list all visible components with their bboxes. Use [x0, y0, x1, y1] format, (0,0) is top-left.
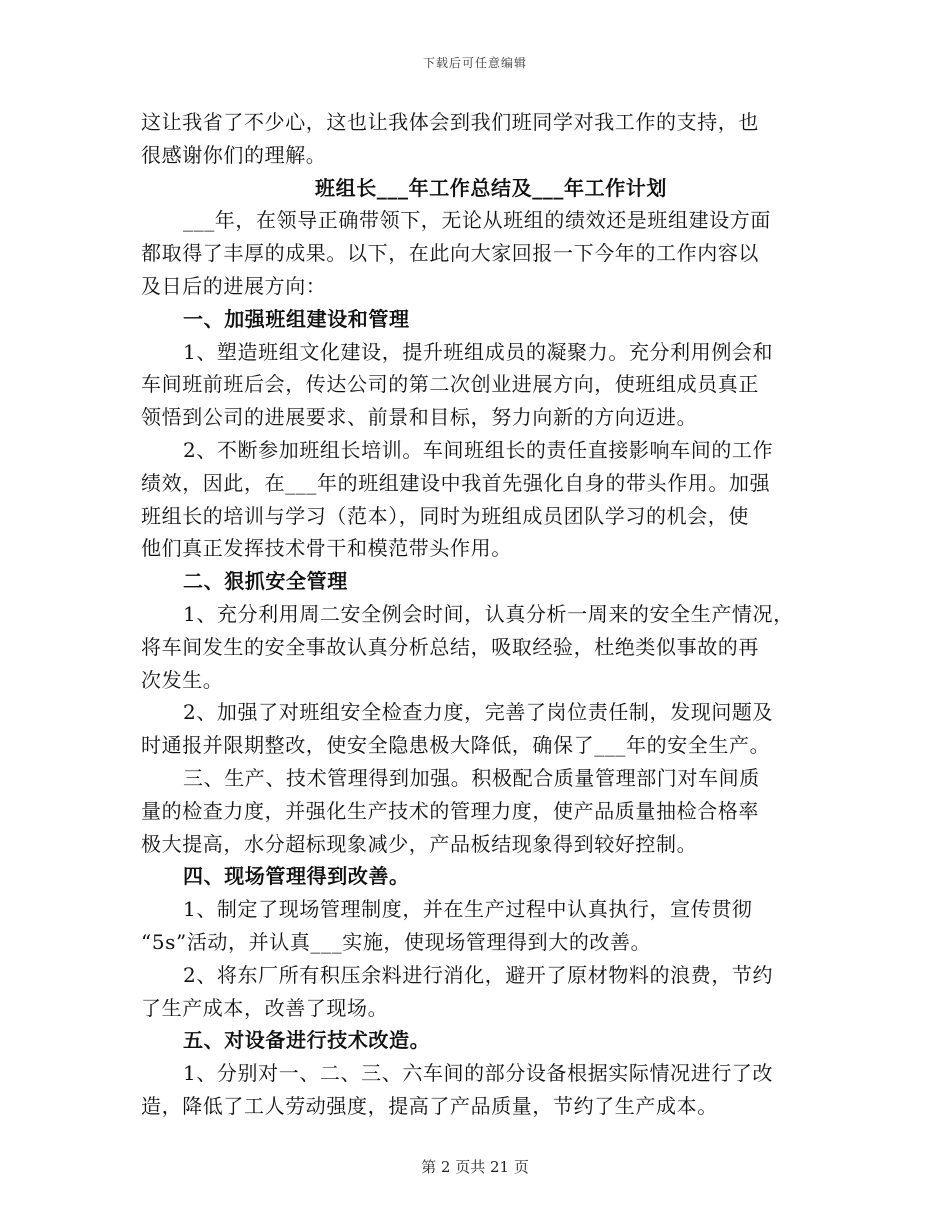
paragraph-line: 及日后的进展方向： [141, 273, 327, 298]
paragraph-line: 量的检查力度，并强化生产技术的管理力度，使产品质量抽检合格率 [141, 798, 759, 823]
paragraph-line: 都取得了丰厚的成果。以下，在此向大家回报一下今年的工作内容以 [141, 241, 759, 266]
paragraph-line: 这让我省了不少心，这也让我体会到我们班同学对我工作的支持，也 [141, 110, 759, 134]
paragraph-line: 三、生产、技术管理得到加强。积极配合质量管理部门对车间质 [183, 765, 760, 790]
paragraph-line: 1、塑造班组文化建设，提升班组成员的凝聚力。充分利用例会和 [183, 339, 774, 364]
section-heading: 四、现场管理得到改善。 [183, 864, 410, 889]
section-heading: 一、加强班组建设和管理 [183, 306, 410, 331]
paragraph-line: 2、加强了对班组安全检查力度，完善了岗位责任制，发现问题及 [183, 700, 774, 725]
paragraph-line: 1、制定了现场管理制度，并在生产过程中认真执行，宣传贯彻 [183, 897, 753, 922]
paragraph-line: “5s”活动，并认真___实施，使现场管理得到大的改善。 [141, 929, 652, 954]
paragraph-line: 车间班前班后会，传达公司的第二次创业进展方向，使班组成员真正 [141, 372, 759, 397]
paragraph-line: 1、充分利用周二安全例会时间，认真分析一周来的安全生产情况， [183, 601, 794, 626]
paragraph-line: 将车间发生的安全事故认真分析总结，吸取经验，杜绝类似事故的再 [141, 634, 759, 659]
document-title: 班组长___年工作总结及___年工作计划 [315, 175, 667, 200]
section-heading: 二、狠抓安全管理 [183, 569, 348, 594]
paragraph-line: 时通报并限期整改，使安全隐患极大降低，确保了___年的安全生产。 [141, 733, 771, 758]
paragraph-line: 次发生。 [141, 667, 224, 692]
paragraph-line: 绩效，因此，在___年的班组建设中我首先强化自身的带头作用。加强 [141, 470, 771, 495]
paragraph-line: 造，降低了工人劳动强度，提高了产品质量，节约了生产成本。 [141, 1093, 718, 1118]
paragraph-line: 他们真正发挥技术骨干和模范带头作用。 [141, 536, 512, 561]
paragraph-line: 了生产成本，改善了现场。 [141, 995, 389, 1020]
page-header: 下载后可任意编辑 [422, 56, 527, 70]
section-heading: 五、对设备进行技术改造。 [183, 1028, 431, 1053]
paragraph-line: 班组长的培训与学习（范本），同时为班组成员团队学习的机会，使 [141, 503, 749, 528]
document-body [141, 106, 811, 1123]
paragraph-line: 极大提高，水分超标现象减少，产品板结现象得到较好控制。 [141, 831, 698, 856]
page-number: 第 2 页共 21 页 [421, 1158, 529, 1176]
paragraph-line: 2、将东厂所有积压余料进行消化，避开了原材物料的浪费，节约 [183, 962, 774, 987]
paragraph-line: 领悟到公司的进展要求、前景和目标，努力向新的方向迈进。 [141, 405, 698, 430]
paragraph-line: 很感谢你们的理解。 [141, 142, 327, 167]
paragraph-line: 1、分别对一、二、三、六车间的部分设备根据实际情况进行了改 [183, 1061, 774, 1086]
paragraph-line: 2、不断参加班组长培训。车间班组长的责任直接影响车间的工作 [183, 437, 774, 462]
paragraph-line: ___年，在领导正确带领下，无论从班组的绩效还是班组建设方面 [183, 208, 771, 233]
